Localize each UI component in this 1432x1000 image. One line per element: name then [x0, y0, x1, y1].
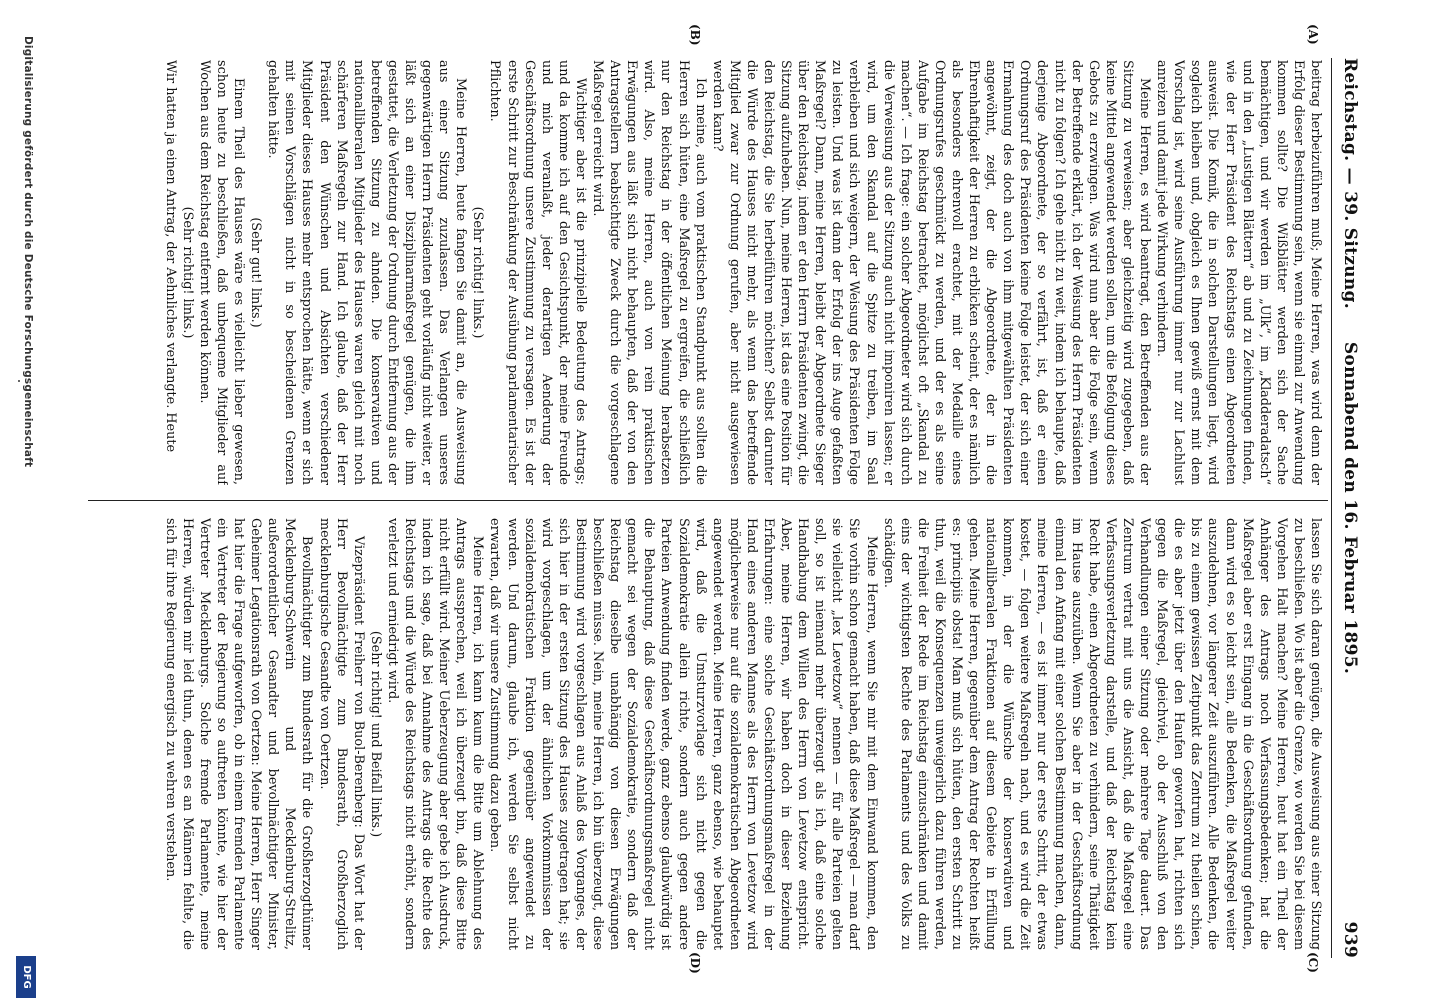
margin-marker-c: (C) — [1306, 952, 1320, 973]
paragraph: beitrag herbeizuführen muß; Meine Herren, was wird denn der Erfolg dieser Bestimmung sein, wenn sie einmal zur Anwendung kommen sollte? Die Wißblätter werden sich der Sache bemächtigen, und wir werden im „Ulk“, im „Kladderadatsch“ und in den „Lustigen Blättern“ ab und zu Zeichnungen finden, wie der Herr Präsident des Reichstags einen Abgeordneten ausweist. Die Komik, die in solchen Darstellungen liegt, wird sogleich bleiben und, obgleich es Ihnen gewiß ernst mit dem Vorschlag ist, wird seine Ausführung immer nur zur Lachlust anreizen und damit jede Wirkung verhindern. — [1154, 60, 1323, 485]
dfg-logo: DFG — [16, 956, 36, 998]
column-divider — [88, 500, 1328, 501]
paragraph: Meine Herren, ich kann kaum die Bitte um Ablehnung des Antrags aussprechen, weil ich überzeugt bin, daß diese Bitte nicht erfüllt wird. Meiner Ueberzeugung aber gebe ich Ausdruck, indem ich sage, daß bei Annahme des Antrags die Rechte des Reichstags und die Würde des Reichstags nicht erhöht, sondern verletzt und erniedrigt wird. — [384, 518, 486, 950]
paragraph: Ich meine, auch vom praktischen Standpunkt aus sollten die Herren sich hüten, eine Maßregel zu ergreifen, die schließlich nur den Reichstag in der öffentlichen Meinung herabsetzen wird. Also, meine Herren, auch von rein praktischen Erwägungen aus läßt sich nicht behaupten, daß der von den Antragstellern beabsichtigte Zweck durch die vorgeschlagene Maßregel erreicht wird. — [590, 60, 708, 485]
footer-credit: Digitalisierung gefördert durch die Deutsche Forschungsgemeinschaft — [22, 36, 34, 468]
interjection: (Sehr richtig! links.) — [470, 206, 486, 339]
margin-marker-a: (A) — [1306, 24, 1320, 45]
header-rule — [1331, 58, 1332, 958]
paragraph: Bevollmächtigter zum Bundesrath für die Großherzogthümer Mecklenburg-Schwerin und Mecklenburg-Strelitz, außerordentlicher Gesandter und bevollmächtigter Minister, Geheimer Legationsrath von Oertzen: Meine Herren, Herr Singer hat hier die Frage aufgeworfen, ob in einem fremden Parlamente ein Vertreter der Regierung so auftreten könnte, wie hier der Vertreter Mecklenburgs. Solche fremde Parlamente, meine Herren, würden mir leid thun, denen es an Männern fehlte, die sich für ihre Regierung energisch zu wehren verstehen. — [162, 518, 315, 950]
margin-marker-d: (D) — [688, 952, 702, 974]
footer-bar — [10, 0, 36, 1000]
paragraph: Wir hatten ja einen Antrag, der Aehnliches verlangte. Heute — [162, 60, 178, 453]
paragraph: Wichtiger aber ist die prinzipielle Bedeutung des Antrags; und da komme ich auf den Gesichtspunkt, der meine Freunde und mich veranlaßt, jeder derartigen Aenderung der Geschäftsordnung unsere Zustimmung zu versagen. Es ist der erste Schritt zur Beschränkung der Ausübung parlamentarischer Pflichten. — [487, 60, 588, 485]
interjection: (Sehr richtig! links.) — [179, 206, 195, 339]
paragraph: Einem Theil des Hauses wäre es vielleicht lieber gewesen, schon heute zu beschließen, daß unbequeme Mitglieder auf Wochen aus dem Reichstag entfernt werden können. — [196, 60, 247, 485]
paragraph: Meine Herren, heute fangen Sie damit an, die Ausweisung aus einer Sitzung zuzulassen. Das Verlangen unseres gegenwärtigen Herrn Präsidenten geht vorläufig nicht weiter, er läßt sich an einer Disziplinarmaßregel genügen, die ihm gestattet, die Verletzung der Ordnung durch Entfernung aus der betreffenden Sitzung zu ahnden. Die konservativen und nationalliberalen Mitglieder des Hauses waren gleich mit noch schärferen Maßregeln zur Hand. Ich glaube, daß der Herr Präsident den Wünschen und Absichten verschiedener Mitglieder dieses Hauses mehr entsprochen hätte, wenn er sich mit seinen Vorschlägen nicht in so bescheidenen Grenzen gehalten hätte. — [265, 60, 469, 485]
interjection: (Sehr gut! links.) — [248, 217, 264, 328]
paragraph: Meine Herren, es wird beantragt, den Betreffenden aus der Sitzung zu verweisen; aber gleichzeitig wird zugegeben, daß keine Mittel angewendet werden sollen, um die Befolgung dieses Gebots zu erzwingen. Was wird nun aber die Folge sein, wenn der Betreffende erklärt, ich der Weisung des Herrn Präsidenten nicht zu folgen? Ich gehe nicht zu weit, indem ich behaupte, daß derjenige Abgeordnete, der so verfährt, ist, daß er einen Ordnungsruf des Präsidenten keine Folge leistet, der sich einer Ermahnung des doch auch von ihm mitgewählten Präsidenten angewöhnt, zeigt, der die Abgeordnete, der in die Ehrenhaftigkeit der Herren zu erblicken scheint, der es nämlich als besonders ehrenvoll erachtet, mit der Medaille eines Ordnungsrufes geschmückt zu werden, und der es als seine Aufgabe im Reichstag betrachtet, möglichst oft „Skandal zu machen“. — Ich frage: ein solcher Abgeordneter wird sich durch die Verweisung aus der Sitzung auch nicht imponiren lassen; er wird, um den Skandal auf die Spitze zu treiben, im Saal verbleiben und sich weigern, der Weisung des Präsidenten Folge zu leisten. Und was ist dann der Erfolg der ins Auge gefaßten Maßregel? Dann, meine Herren, bleibt der Abgeordnete Sieger über den Reichstag, indem er den Herrn Präsidenten zwingt, die Sitzung aufzuheben. Nun, meine Herren, ist das eine Position für den Reichstag, die Sie herbeiführen möchten? Selbst darunter die Würde des Hauses nicht mehr, als wenn das betreffende Mitglied zwar zur Ordnung gerufen, aber nicht ausgewiesen werden kann? — [709, 60, 1153, 485]
paragraph: Meine Herren, wenn Sie mir mit dem Einwand kommen, den Sie vorhin schon gemacht haben, daß diese Maßregel — man darf sie vielleicht „lex Levetzow“ nennen — für alle Parteien gelten soll, so ist niemand mehr überzeugt als ich, daß eine solche Handhabung dem Willen des Herrn von Levetzow entspricht. Aber, meine Herren, wir haben doch in dieser Beziehung Erfahrungen: eine solche Geschäftsordnungsmaßregel in der Hand eines anderen Mannes als des Herrn von Levetzow wird möglicherweise nur auf die sozialdemokratischen Abgeordneten angewendet werden. Meine Herren, ganz ebenso, wie behauptet wird, daß die Umsturzvorlage sich nicht gegen die Sozialdemokratie allein richte, sondern auch gegen andere Parteien Anwendung finden werde, ganz ebenso glaubwürdig ist die Behauptung, daß diese Geschäftsordnungsmaßregel nicht gemacht sei wegen der Sozialdemokratie, sondern daß der Reichstag dieselbe unabhängig von diesen Erwägungen beschließen müsse. Nein, meine Herren, ich bin überzeugt, diese Bestimmung wird vorgeschlagen aus Anlaß des Vorganges, der sich hier in der ersten Sitzung des Hauses zugetragen hat; sie wird vorgeschlagen, um der ähnlichen Vorkommnissen der sozialdemokratischen Fraktion gegenüber angewendet zu werden. Und darum, glaube ich, werden Sie selbst nicht erwarten, daß wir unsere Zustimmung dazu geben. — [487, 518, 879, 950]
page-number: 939 — [1340, 921, 1360, 958]
right-column — [89, 518, 1324, 950]
margin-marker-b: (B) — [688, 24, 702, 46]
header-section: Reichstag. — 39. Sitzung. — [1340, 58, 1360, 309]
header-date: Sonnabend den 16. Februar 1895. — [1340, 341, 1360, 675]
page-header — [1334, 58, 1360, 958]
interjection: (Sehr richtig! und Beifall links.) — [367, 630, 383, 838]
paragraph: Vizepräsident Freiherr von Buol-Berenberg: Das Wort hat der Herr Bevollmächtigte zum Bundesrath, Großherzoglich mecklenburgische Gesandte von Oertzen. — [316, 518, 366, 950]
left-column — [89, 60, 1324, 485]
paragraph: lassen Sie sich daran genügen, die Ausweisung aus einer Sitzung zu beschließen. Wo ist aber die Grenze, wo werden Sie bei diesem Vorgehen Halt machen? Meine Herren, heut hat ein Theil der Anhänger des Antrags noch Verfassungsbedenken; hat die Maßregel aber erst Eingang in die Geschäftsordnung gefunden, dann wird es so leicht sein, alle Bedenken, die Maßregel weiter auszudehnen, vor längerer Zeit auszuführen. Alle Bedenken, die bis zu einem gewissen Zeitpunkt das Zentrum zu theilen schien, die es aber jetzt über den Haufen geworfen hat, richten sich gegen die Maßregel, gleichviel, ob der Ausschluß von den Verhandlungen einer Sitzung oder mehrere Tage dauert. Das Zentrum vertrat mit uns die Ansicht, daß die Maßregel eine Verfassungsverletzung darstelle, und daß der Reichstag kein Recht habe, einen Abgeordneten zu verhindern, seine Thätigkeit im Hause auszuüben. Wenn Sie aber in der Geschäftsordnung einmal den Anfang mit einer solchen Bestimmung machen, dann, meine Herren, — es ist immer nur der erste Schritt, der etwas kostet, — folgen weitere Maßregeln nach, und es wird die Zeit kommen, in der die Wünsche der konservativen und nationalliberalen Fraktionen auf diesem Gebiete in Erfüllung gehen. Meine Herren, gegenüber dem Antrag der Rechten heißt es: principiis obsta! Man muß sich hüten, den ersten Schritt zu thun, weil die Konsequenzen unweigerlich dazu führen werden, die Freiheit der Rede im Reichstag einzuschränken und damit eins der wichtigsten Rechte des Parlaments und des Volks zu schädigen. — [880, 518, 1323, 950]
